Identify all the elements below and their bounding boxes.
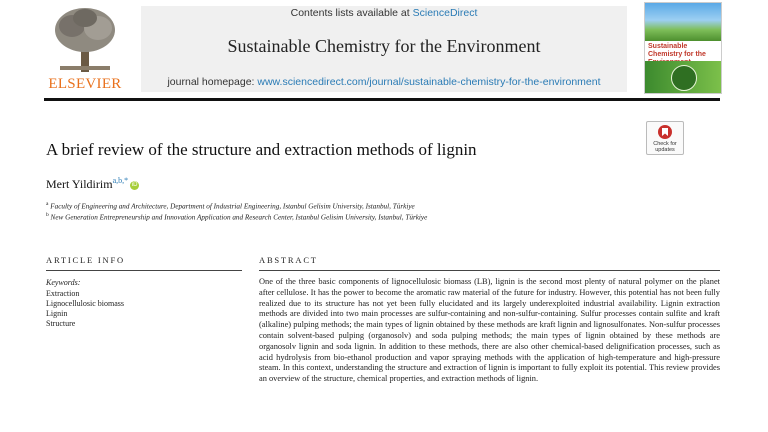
affiliation-a-text: Faculty of Engineering and Architecture, Department of Industrial Engineering, Istanbul Gelisim University, Istanbul, Türkiye [50,202,415,211]
affiliation-a-mark: a [46,201,49,207]
homepage-link[interactable]: www.sciencedirect.com/journal/sustainable-chemistry-for-the-environment [257,76,601,88]
homepage-line [141,76,627,88]
keyword-item: Extraction [46,289,80,298]
check-updates-label: Check for updates [653,141,677,153]
article-info-heading: ARTICLE INFO [46,255,125,265]
affiliation-a [46,201,415,210]
cover-photo [645,3,721,41]
elsevier-logo[interactable] [44,6,126,90]
contents-prefix: Contents lists available at [290,7,410,19]
affiliation-b [46,212,427,221]
author-name[interactable]: Mert Yildirim [46,177,113,191]
journal-banner [141,6,627,92]
keyword-item: Structure [46,319,76,328]
keyword-item: Lignocellulosic biomass [46,299,124,308]
header-rule [44,98,720,101]
journal-title[interactable]: Sustainable Chemistry for the Environment [227,36,541,56]
article-title: A brief review of the structure and extraction methods of lignin [46,140,477,159]
contents-line [141,7,627,19]
affiliation-b-mark: b [46,212,49,218]
abstract-text: One of the three basic components of lignocellulosic biomass (LB), lignin is the second most plenty of natural polymer on the planet after cellulose. It has the power to become the aromatic raw material of the future for industry. However, this potential has not been fully realized due to its structure has not yet been fully elucidated and its largely underexploited industrial availability. Lignin extraction methods are divided into two main processes are sulfur-containing and non-sulfur-containing. Sulfur processes contain sulfite and kraft (alkaline) pulping methods; the main types of lignin obtained by these methods are kraft lignin and lignosulfonates. Non-sulfur processes contain solvent-based pulping (organosolv) and soda pulping methods; the main types of lignin obtained by these methods are organosolv lignin and soda lignin. In addition to these methods, there are also other chemical-based delignification processes, such as acid hydrolysis from bio-ethanol production and vapor spraying methods with the application of high-temperature and high-pressure steam. In this context, understanding the structure and extraction of lignin is important to fully exploit its potential. This review provides an overview of the structure, chemical properties, and extraction methods of lignin. [259,277,720,384]
keywords-label: Keywords: [46,278,81,287]
abstract-rule [259,270,720,271]
homepage-prefix: journal homepage: [167,76,255,88]
article-info-rule [46,270,242,271]
sciencedirect-link[interactable]: ScienceDirect [412,7,478,19]
keyword-item: Lignin [46,309,68,318]
orcid-icon[interactable]: iD [131,182,138,188]
elsevier-tree-icon [50,6,120,76]
check-for-updates-button[interactable] [646,121,684,155]
check-updates-icon [657,124,673,140]
author-line [46,176,139,192]
elsevier-wordmark: ELSEVIER [48,76,122,92]
abstract-heading: ABSTRACT [259,255,318,265]
affiliation-b-text: New Generation Entrepreneurship and Innovation Application and Research Center, Istanbul Gelisim University, Istanbul, Türkiye [50,213,428,222]
cover-title: Sustainable Chemistry for the [648,43,706,58]
cover-badge-icon [671,65,697,91]
keywords-list [46,289,124,329]
author-marks[interactable]: a,b,* [112,176,129,185]
journal-cover[interactable] [644,2,722,94]
